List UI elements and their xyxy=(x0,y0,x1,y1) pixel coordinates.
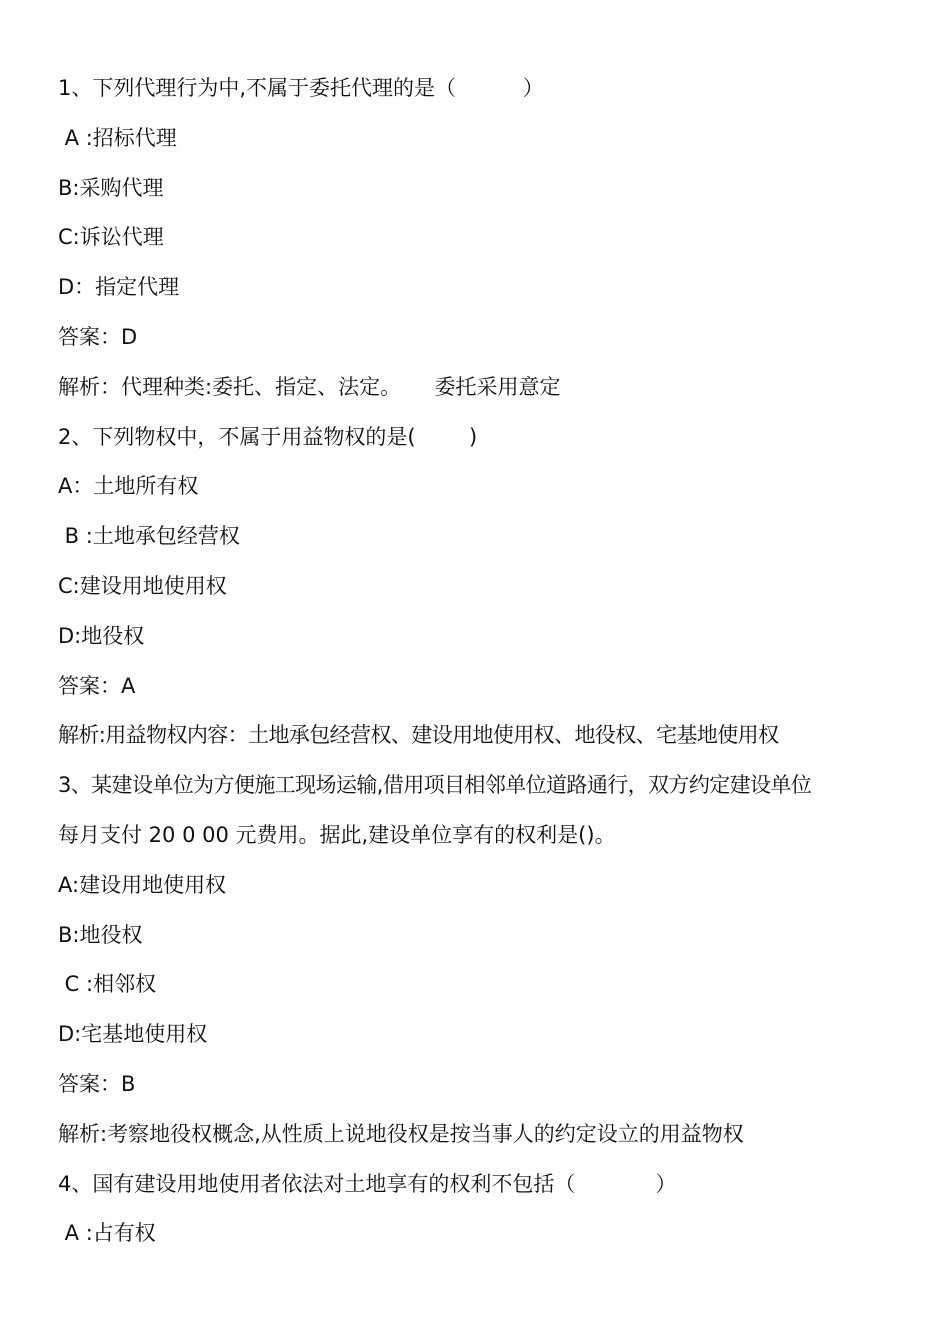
question-4-option-a: A :占有权 xyxy=(58,1221,156,1246)
question-2-option-d: D:地役权 xyxy=(58,623,145,648)
question-2-option-a: A：土地所有权 xyxy=(58,474,199,499)
question-2-stem: 2、下列物权中，不属于用益物权的是( ) xyxy=(58,424,478,449)
question-1-option-b: B:采购代理 xyxy=(58,175,164,200)
question-2-option-b: B :土地承包经营权 xyxy=(58,524,240,549)
document-page xyxy=(58,70,908,1265)
question-2-explanation: 解析:用益物权内容：土地承包经营权、建设用地使用权、地役权、宅基地使用权 xyxy=(58,723,779,748)
question-3-option-b: B:地役权 xyxy=(58,922,143,947)
question-3-option-c: C :相邻权 xyxy=(58,972,157,997)
question-1-explanation: 解析：代理种类:委托、指定、法定。 委托采用意定 xyxy=(58,374,561,399)
question-3-option-d: D:宅基地使用权 xyxy=(58,1022,208,1047)
question-3-option-a: A:建设用地使用权 xyxy=(58,872,227,897)
question-3-explanation: 解析:考察地役权概念,从性质上说地役权是按当事人的约定设立的用益物权 xyxy=(58,1121,744,1146)
question-1-stem: 1、下列代理行为中,不属于委托代理的是（ ） xyxy=(58,76,544,100)
question-1-option-c: C:诉讼代理 xyxy=(58,225,164,250)
question-1-option-d: D：指定代理 xyxy=(58,275,180,300)
question-3-stem-line-2: 每月支付 20 0 00 元费用。据此,建设单位享有的权利是()。 xyxy=(58,822,616,847)
question-2-answer: 答案：A xyxy=(58,673,136,698)
question-3-stem-line-1: 3、某建设单位为方便施工现场运输,借用项目相邻单位道路通行，双方约定建设单位 xyxy=(58,773,812,798)
question-3-answer: 答案：B xyxy=(58,1071,136,1096)
question-1-option-a: A :招标代理 xyxy=(58,125,177,150)
question-1-answer: 答案：D xyxy=(58,324,138,349)
question-4-stem: 4、国有建设用地使用者依法对土地享有的权利不包括（ ） xyxy=(58,1171,677,1196)
question-2-option-c: C:建设用地使用权 xyxy=(58,573,227,598)
